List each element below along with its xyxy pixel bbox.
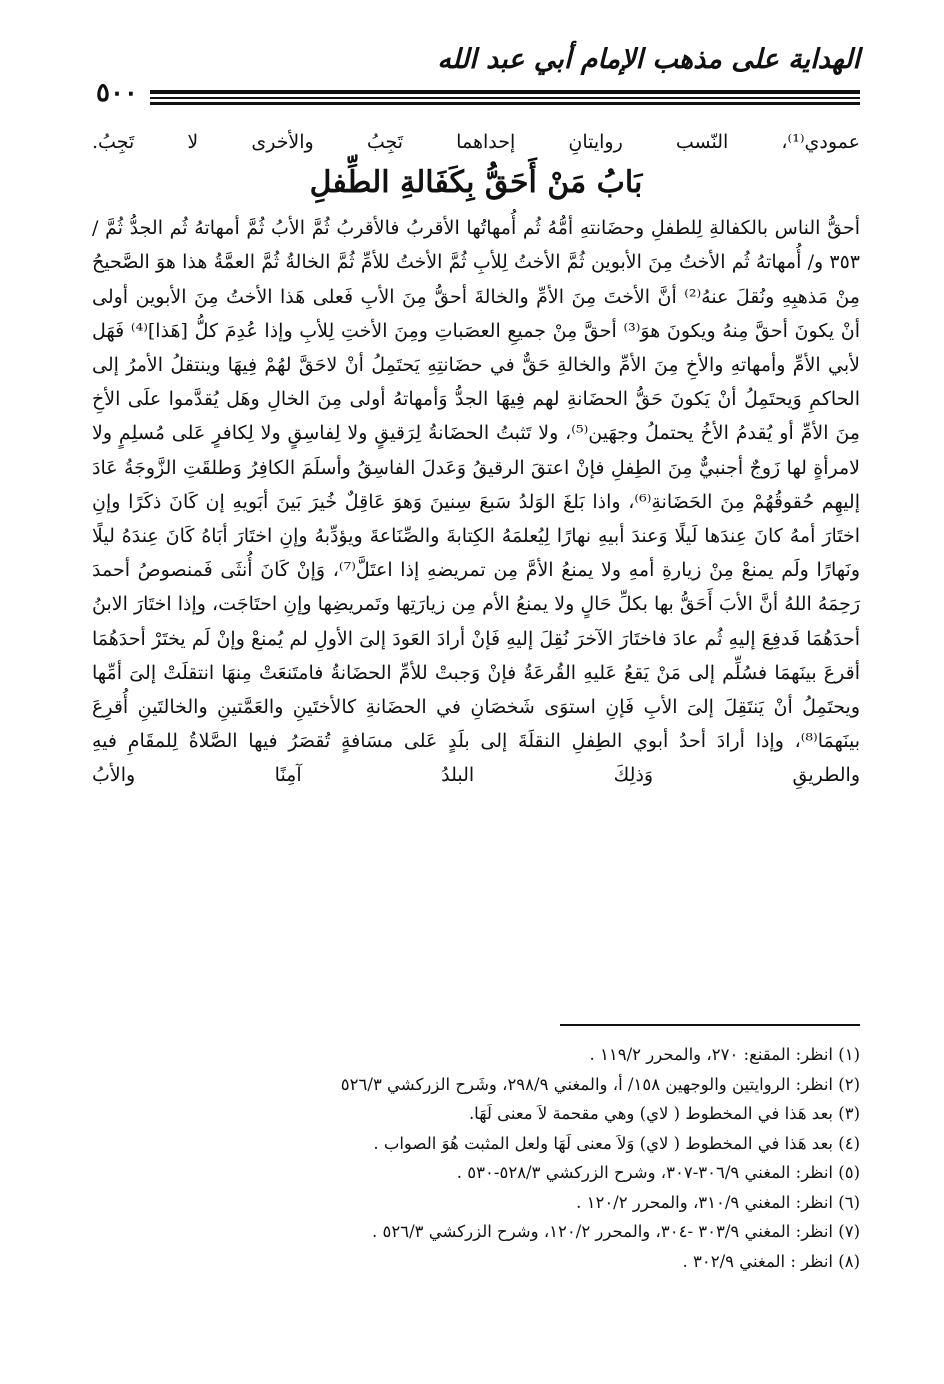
header-rule-thick-bottom <box>92 102 860 105</box>
main-text <box>92 125 860 793</box>
footnote-3: (٣) بعد هَذا في المخطوط ( لاي) وهي مقحمة لاَ معنى لَهَا. <box>468 1104 860 1123</box>
footnote-4: (٤) بعد هَذا في المخطوط ( لاي) وَلاَ معنى لَهَا ولعل المثبت هُوَ الصواب . <box>373 1133 860 1153</box>
section-heading: بَابُ مَنْ أَحَقُّ بِكَفَالةِ الطِّفلِ <box>309 165 643 201</box>
footnote-separator <box>560 1024 860 1026</box>
main-paragraph: أحقُّ الناس بالكفالةِ لِلطفلِ وحضَانتهِ أمُّهُ ثُم أُمهاتُها الأقربُ فالأقربُ ثُمَّ الأبُ ثُمَّ أمهاتهُ ثُم الجدُّ ثُمَّ / ٣٥٣ و/ أُمهاتهُ ثُم الأختُ مِنَ الأبوين ثُمَّ الأختُ لِلأبِ ثُمَّ الأختُ للأمِّ ثُمَّ الخالةُ ثُمَّ العمَّةُ هذا هوَ الصَّحيحُ مِنْ مَذهبِهِ ونُقلَ عنهُ⁽²⁾ أنَّ الأختَ مِنَ الأمِّ والخالةَ أحقُّ مِنَ الأبِ فَعلى هَذا الأختُ مِنَ الأبوين أولى أنْ يكونَ أحقَّ مِنهُ ويكونَ هوَ⁽³⁾ أحقَّ مِنْ جميعِ العصَباتِ ومِنَ الأختِ لِلأبِ وإذا عُدِمَ كلُّ [هَذا]⁽⁴⁾ فَهَل لأبي الأمِّ وأمهاتهِ والأخِ مِنَ الأمِّ والخالةِ حَقٌّ في حضَانتِهِ يَحتَمِلُ أنْ لاحَقَّ لهُمْ فِيهَا وينتقلُ الأمرُ إلى الحاكمِ وَيحتَمِلُ أنْ يَكونَ حَقُّ الحضَانةِ لهم فِيهَا الجدُّ وَأمهاتهُ أولى مِنَ الخالِ وهَل يُقدَّموا علَى الأخِ مِنَ الأمِّ أو يُقدمُ الأخُ يحتملُ وجهَين⁽⁵⁾، ولا تَثبتُ الحضَانةُ لِرَقيقٍ ولا لِفاسِقٍ ولا لِكافرٍ عَلى مُسلِمٍ ولا لامرأةٍ لها زَوجٌ أجنبيٌّ مِنَ الطِفلِ فإنْ اعتقَ الرقيقُ وَعَدلَ الفاسِقُ وأسلَمَ الكافِرُ وَطلقَتِ الزَّوجَةُ عَادَ إليهِم حُقوقُهُمْ مِنَ الحَضَانةِ⁽⁶⁾، واذا بَلغَ الوَلدُ سَبعَ سِنينَ وَهوَ عَاقِلٌ خُيرَ بَينَ أبَويهِ إن كَانَ ذكَرًا وإنِ اختَارَ أمهُ كانَ عِندَها لَيلًا وَعندَ أبيهِ نهارًا لِيُعلمَهُ الكِتابةَ والصِّنَاعةَ ويؤدِّبهُ وإنِ اختَارَ أبَاهُ كَانَ عِندَهُ ليلًا ونَهارًا ولَم يمنعْ مِنْ زيارةِ أمهِ ولا يمنعُ الأمَّ مِن تمريضهِ إذا اعتَلَّ⁽⁷⁾، وَإنْ كَانَ أُنثَى فَمنصوصُ أحمدَ رَحِمَهُ اللهُ أنَّ الأبَ أَحَقُّ بها بكلِّ حَالٍ ولا يمنعُ الأم مِن زيارَتِها وتَمريضِها وإنِ احتَاجَت، وإذا اختَارَ الابنُ أحدَهُمَا فَدفِعَ إليهِ ثُم عادَ فاختَارَ الآخرَ نُقِلَ إليهِ فَإنْ أرادَ العَودَ إلىَ الأولِ لم يُمنعْ وإنْ لَم يختَرْ أحدَهُمَا أقرعَ بينَهمَا فسُلِّم إلى مَنْ يَقعُ عَليهِ القُرعَةُ فإنْ وَجبتْ للأمِّ الحضَانةُ فامتَنعَتْ مِنهَا انتقلَتْ إلىَ أمِّها ويحتَمِلُ أنْ يَنتَقِلَ إلىَ الأبِ فَإنِ استوَى شَخصَانِ في الحضَانةِ كالأختَينِ والعَمَّتينِ والخالتَينِ أُقرِعَ بينَهمَا⁽⁸⁾، وإذا أرادَ أحدُ أبوي الطِفلِ النقلَةَ إلى بلَدٍ عَلى مسَافةٍ تُقصَرُ فيها الصَّلاةُ لِلمقَامِ فيهِ والطريقِ وَذلِكَ البلدُ آمِنًا والأبُ <box>92 217 860 787</box>
header-rule-thick <box>92 90 860 94</box>
page-header <box>92 44 860 84</box>
footnote-6: (٦) انظر: المغني ٣١٠/٩، والمحرر ١٢٠/٢ . <box>576 1192 860 1212</box>
footnote-5: (٥) انظر: المغني ٣٠٦/٩-٣٠٧، وشرح الزركشي ٥٢٨/٣-٥٣٠ . <box>456 1163 860 1182</box>
footnote-7: (٧) انظر: المغني ٣٠٣/٩ -٣٠٤، والمحرر ١٢٠/٢، وشرح الزركشي ٥٢٦/٣ . <box>372 1222 860 1241</box>
header-rule <box>92 90 860 105</box>
footnote-8: (٨) انظر : المغني ٣٠٢/٩ . <box>682 1251 860 1271</box>
footnote-2: (٢) انظر: الروايتين والوجهين ١٥٨/ أ، والمغني ٢٩٨/٩، وشَرح الزركشي ٥٢٦/٣ <box>340 1074 860 1094</box>
footnotes <box>92 1040 860 1276</box>
intro-line: عمودي⁽¹⁾، النّسب روايتانِ إحداهما تَجِبُ والأخرى لا تَجِبُ. <box>92 131 860 153</box>
running-title: الهداية على مذهب الإمام أبي عبد الله <box>437 44 860 75</box>
page-number: ٥٠٠ <box>92 78 150 108</box>
footnote-1: (١) انظر: المقنع: ٢٧٠، والمحرر ١١٩/٢ . <box>589 1045 860 1064</box>
header-rule-thin <box>92 97 860 99</box>
